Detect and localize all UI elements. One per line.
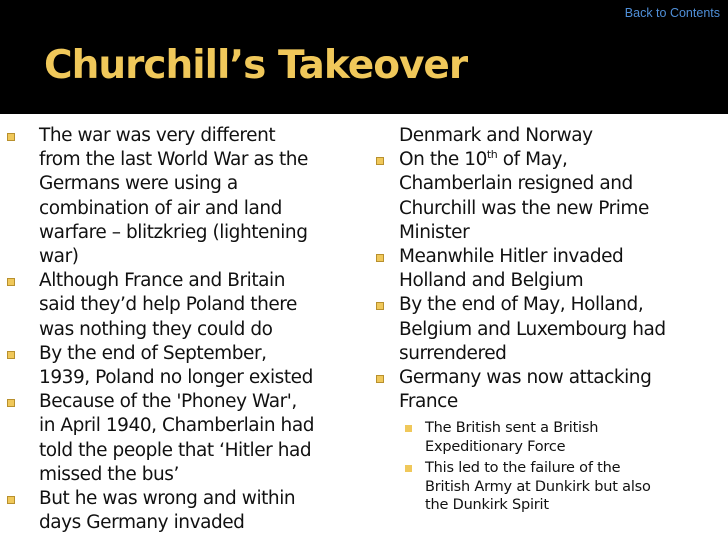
- list-item-line: By the end of September,: [39, 342, 267, 364]
- square-bullet-icon: [7, 496, 15, 504]
- list-item-continuation: [374, 124, 724, 148]
- list-item-line: said they’d help Poland there: [39, 294, 297, 316]
- list-item-line: Minister: [399, 221, 470, 243]
- list-item-line: [399, 148, 724, 172]
- list-item-line: British Army at Dunkirk but also: [425, 478, 651, 495]
- list-item-line: Chamberlain resigned and: [399, 173, 633, 195]
- list-item-line: The war was very different: [39, 125, 276, 146]
- left-column: [0, 124, 365, 535]
- sub-bullet-list: [374, 419, 724, 515]
- list-item-line: told the people that ‘Hitler had: [39, 439, 312, 461]
- ordinal-suffix: th: [486, 148, 498, 162]
- list-item-line: combination of air and land: [39, 197, 282, 219]
- slide-header: [0, 0, 728, 114]
- list-item-line: warfare – blitzkrieg (lightening: [39, 221, 308, 243]
- square-bullet-icon: [376, 302, 384, 310]
- list-item: [374, 245, 724, 293]
- list-item: [0, 390, 365, 487]
- list-item-line: war): [39, 246, 79, 268]
- list-item-line: Although France and Britain: [39, 270, 285, 292]
- list-item: [0, 269, 365, 342]
- list-item: [374, 148, 724, 245]
- back-to-contents-link[interactable]: Back to Contents: [624, 6, 720, 20]
- sub-list-item: [374, 419, 724, 456]
- list-item-line: Meanwhile Hitler invaded: [399, 246, 624, 268]
- list-item: [0, 124, 365, 269]
- list-item-line: Belgium and Luxembourg had: [399, 318, 666, 340]
- list-item-line: Because of the 'Phoney War',: [39, 391, 297, 413]
- small-square-bullet-icon: [405, 465, 412, 472]
- list-item-line: missed the bus’: [39, 463, 179, 485]
- square-bullet-icon: [7, 399, 15, 407]
- list-item-line: The British sent a British: [425, 420, 599, 437]
- list-item-text: of May,: [497, 149, 568, 171]
- list-item-line: France: [399, 391, 458, 413]
- square-bullet-icon: [7, 133, 15, 141]
- list-item-line: Germany was now attacking: [399, 367, 652, 389]
- square-bullet-icon: [376, 157, 384, 165]
- square-bullet-icon: [376, 375, 384, 383]
- square-bullet-icon: [7, 351, 15, 359]
- sub-list-item: [374, 459, 724, 515]
- list-item-line: the Dunkirk Spirit: [425, 497, 549, 514]
- list-item-line: Holland and Belgium: [399, 270, 584, 292]
- list-item: [374, 366, 724, 414]
- bullet-list-left: [0, 124, 365, 535]
- list-item-text: On the 10: [399, 149, 487, 171]
- right-column: [374, 124, 724, 515]
- list-item-line: in April 1940, Chamberlain had: [39, 415, 315, 437]
- square-bullet-icon: [7, 278, 15, 286]
- list-item-line: This led to the failure of the: [425, 460, 621, 477]
- list-item: [0, 487, 365, 535]
- list-item-line: Expeditionary Force: [425, 438, 566, 455]
- list-item-line: was nothing they could do: [39, 318, 273, 340]
- bullet-list-right: [374, 124, 724, 414]
- list-item-line: Denmark and Norway: [399, 125, 593, 146]
- list-item-line: But he was wrong and within: [39, 488, 296, 510]
- list-item-line: Churchill was the new Prime: [399, 197, 649, 219]
- list-item-line: days Germany invaded: [39, 512, 245, 534]
- list-item-line: By the end of May, Holland,: [399, 294, 644, 316]
- list-item: [374, 293, 724, 366]
- list-item-line: Germans were using a: [39, 173, 238, 195]
- list-item-line: 1939, Poland no longer existed: [39, 367, 313, 389]
- list-item: [0, 342, 365, 390]
- square-bullet-icon: [376, 254, 384, 262]
- list-item-line: surrendered: [399, 342, 507, 364]
- slide-title: Churchill’s Takeover: [44, 43, 468, 88]
- list-item-line: from the last World War as the: [39, 149, 308, 171]
- small-square-bullet-icon: [405, 425, 412, 432]
